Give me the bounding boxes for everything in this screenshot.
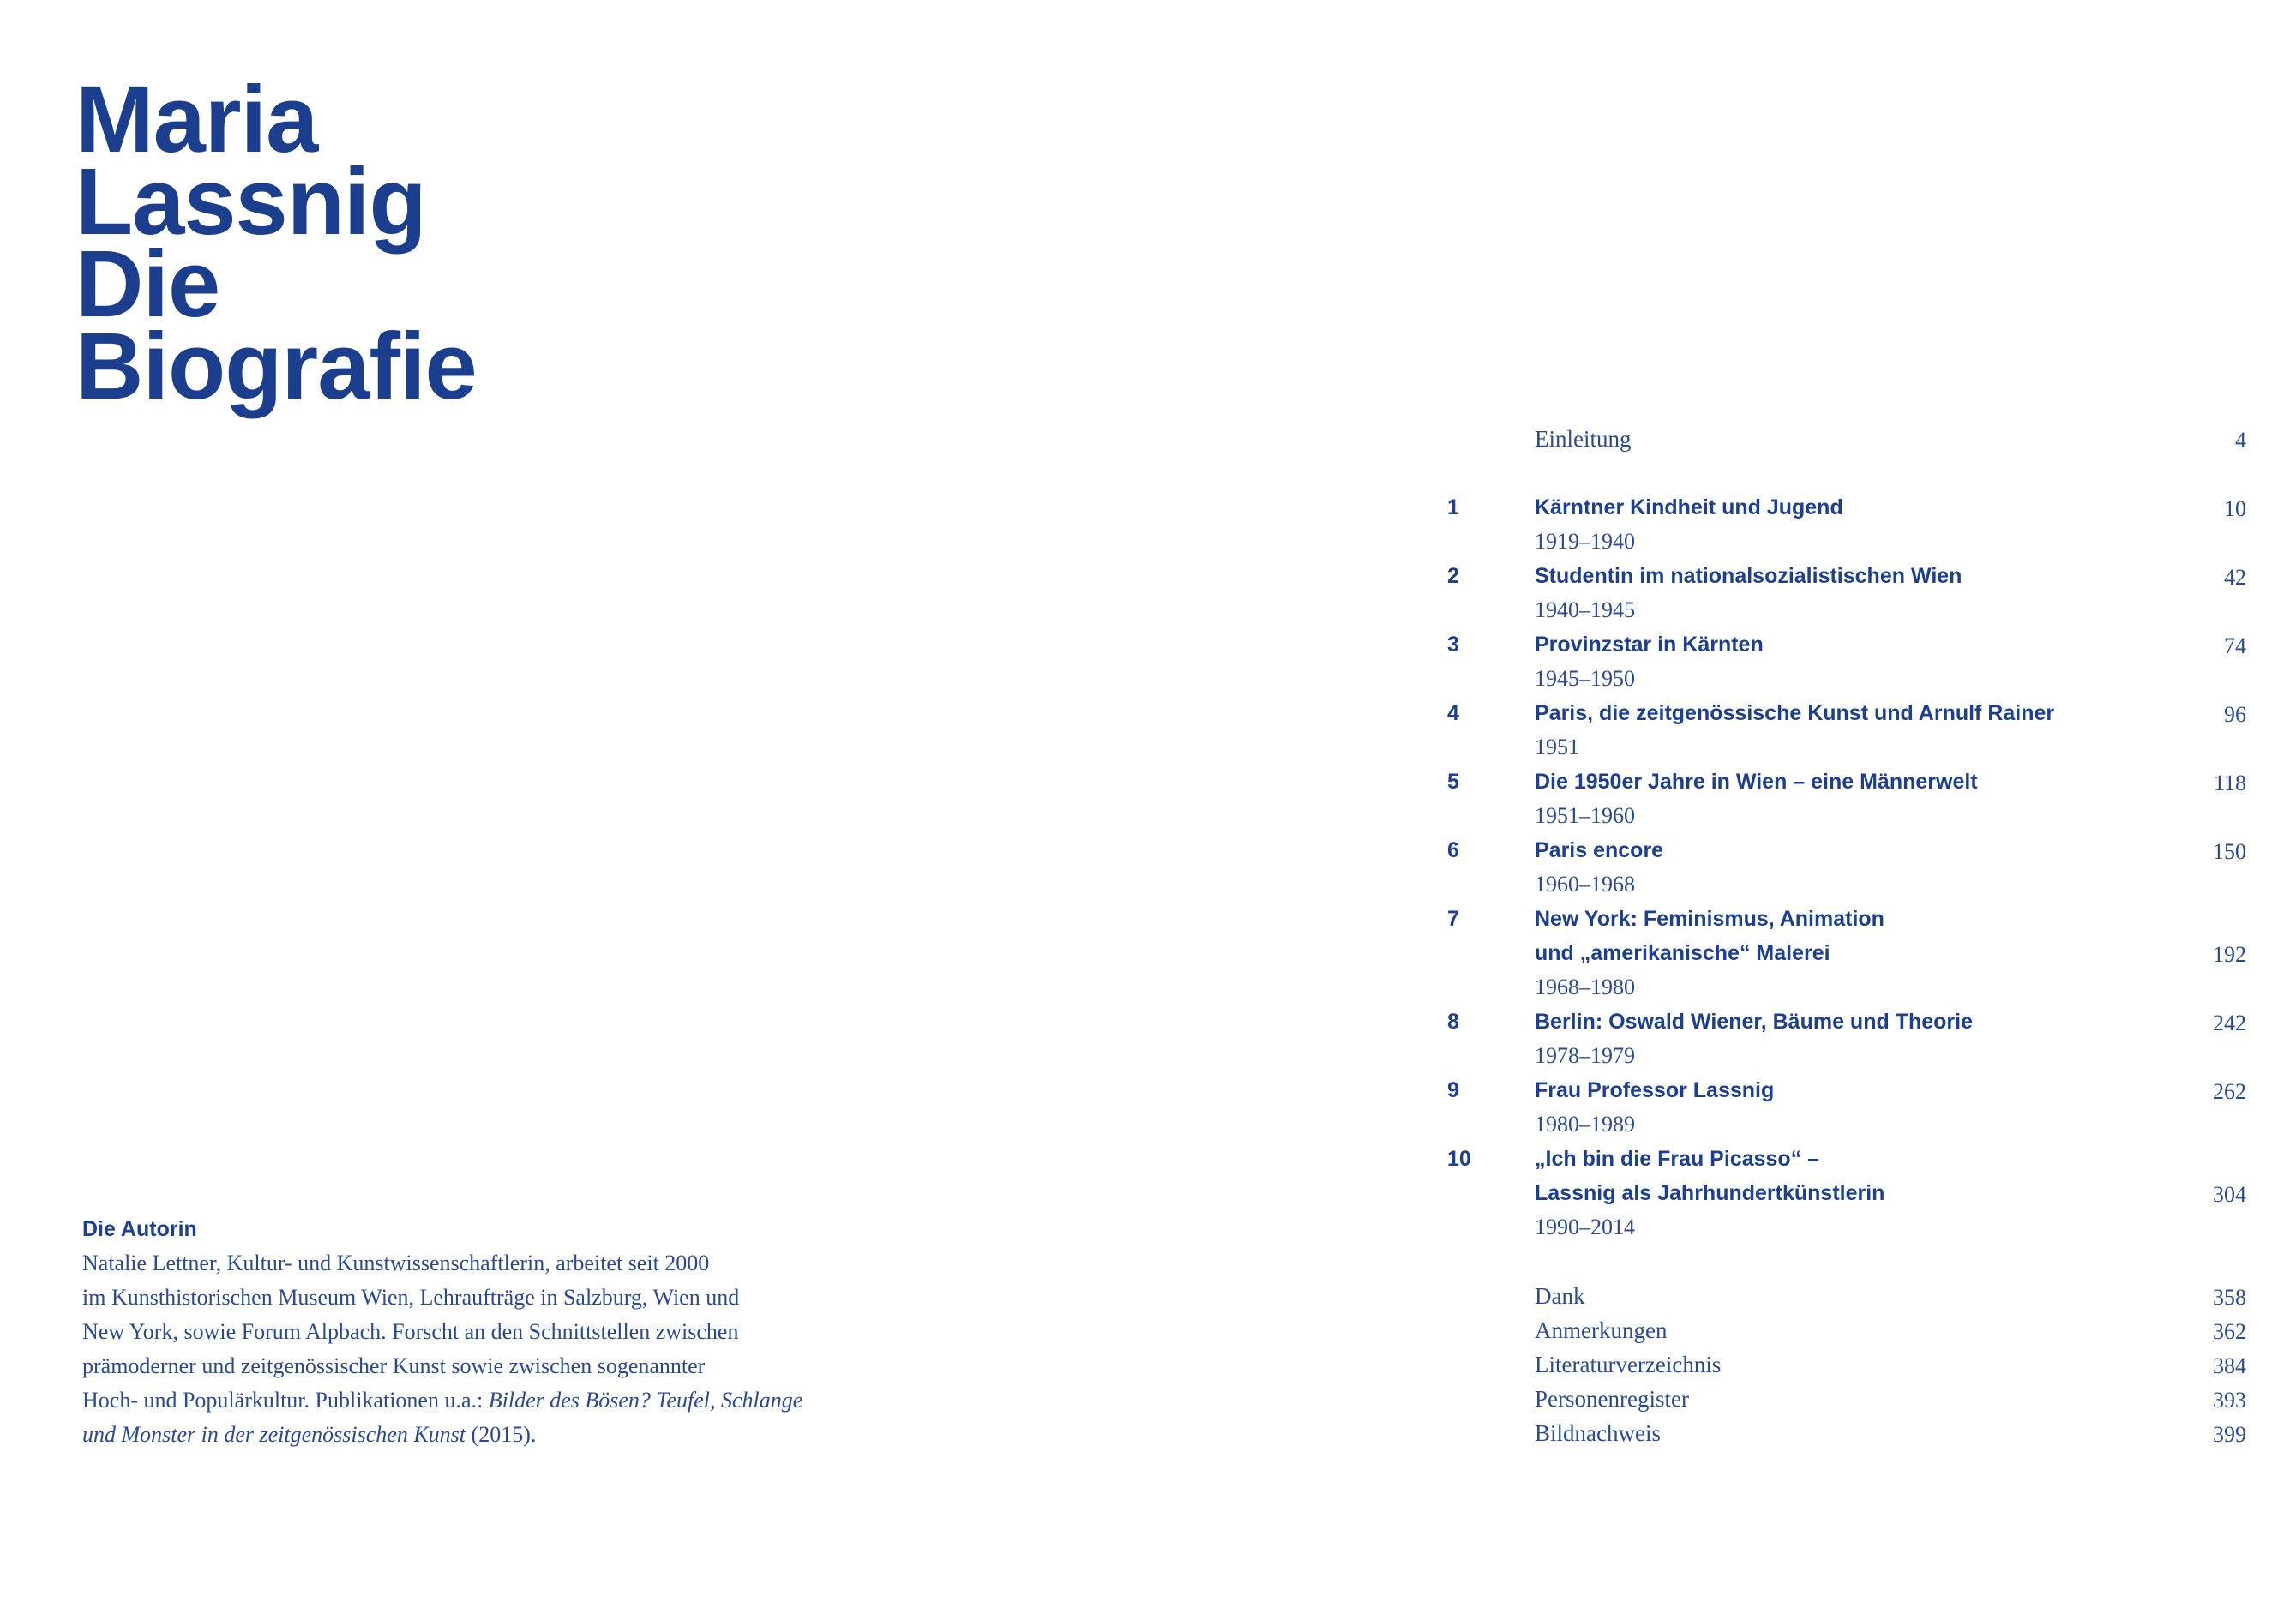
author-heading: Die Autorin <box>82 1217 197 1241</box>
toc-entry-personenregister[interactable] <box>1423 1382 2246 1416</box>
chapter-title: New York: Feminismus, Animation <box>1535 907 1884 931</box>
chapter-years: 1919–1940 <box>1535 529 1635 554</box>
chapter-number: 4 <box>1447 701 1459 725</box>
author-bio-line: prämoderner und zeitgenössischer Kunst sowie zwischen sogenannter <box>82 1353 706 1378</box>
toc-chapter-9[interactable] <box>1423 1073 2246 1107</box>
chapter-title: Studentin im nationalsozialistischen Wien <box>1535 564 1962 588</box>
toc-chapter-10[interactable] <box>1423 1142 2246 1176</box>
chapter-number: 2 <box>1447 564 1459 588</box>
chapter-title: Paris encore <box>1535 838 1664 862</box>
author-bio-text: Hoch- und Populärkultur. Publikationen u.a.: <box>82 1388 489 1413</box>
toc-page-number: 262 <box>2213 1079 2246 1104</box>
toc-chapter-7-continued[interactable] <box>1423 936 2246 970</box>
chapter-title: Kärntner Kindheit und Jugend <box>1535 495 1843 519</box>
chapter-years-row <box>1423 799 2246 833</box>
toc-entry-title: Personenregister <box>1535 1386 1689 1412</box>
chapter-years: 1951–1960 <box>1535 803 1635 828</box>
toc-chapter-7[interactable] <box>1423 902 2246 936</box>
toc-entry-anmerkungen[interactable] <box>1423 1313 2246 1347</box>
chapter-years-row <box>1423 593 2246 627</box>
toc-chapter-6[interactable] <box>1423 833 2246 867</box>
author-bio <box>82 1246 888 1452</box>
toc-page-number: 150 <box>2213 839 2246 864</box>
toc-page-number: 242 <box>2213 1011 2246 1035</box>
chapter-title: Frau Professor Lassnig <box>1535 1078 1775 1102</box>
toc-page-number: 4 <box>2235 428 2246 453</box>
toc-page-number: 358 <box>2213 1285 2246 1310</box>
chapter-years-row <box>1423 867 2246 902</box>
toc-page-number: 192 <box>2213 942 2246 967</box>
toc-chapter-1[interactable] <box>1423 490 2246 525</box>
chapter-number: 8 <box>1447 1010 1459 1034</box>
chapter-years-row <box>1423 1039 2246 1073</box>
chapter-title: „Ich bin die Frau Picasso“ – <box>1535 1147 1820 1171</box>
chapter-years: 1951 <box>1535 735 1579 759</box>
chapter-years: 1980–1989 <box>1535 1112 1635 1137</box>
chapter-years-row <box>1423 1210 2246 1245</box>
chapter-number: 9 <box>1447 1078 1459 1102</box>
toc-page-number: 42 <box>2224 565 2246 590</box>
chapter-years-row <box>1423 662 2246 696</box>
toc-page-number: 10 <box>2224 496 2246 521</box>
author-bio-line <box>82 1383 888 1418</box>
publication-title: und Monster in der zeitgenössischen Kunst <box>82 1422 466 1447</box>
chapter-title: Berlin: Oswald Wiener, Bäume und Theorie <box>1535 1010 1973 1034</box>
toc-chapter-4[interactable] <box>1423 696 2246 730</box>
chapter-years: 1990–2014 <box>1535 1215 1635 1239</box>
chapter-years-row <box>1423 1107 2246 1142</box>
toc-entry-intro[interactable] <box>1423 422 2246 456</box>
chapter-years-row <box>1423 525 2246 559</box>
chapter-title: Die 1950er Jahre in Wien – eine Männerwelt <box>1535 770 1978 794</box>
publication-title: Bilder des Bösen? Teufel, Schlange <box>488 1388 803 1413</box>
toc-chapter-2[interactable] <box>1423 559 2246 593</box>
toc-chapter-3[interactable] <box>1423 627 2246 662</box>
chapter-years: 1960–1968 <box>1535 872 1635 897</box>
toc-page-number: 74 <box>2224 633 2246 658</box>
chapter-number: 7 <box>1447 907 1459 931</box>
author-bio-line: New York, sowie Forum Alpbach. Forscht an den Schnittstellen zwischen <box>82 1319 739 1344</box>
toc-entry-title: Bildnachweis <box>1535 1420 1661 1446</box>
toc-page-number: 384 <box>2213 1353 2246 1378</box>
toc-page-number: 399 <box>2213 1422 2246 1447</box>
chapter-years: 1968–1980 <box>1535 975 1635 999</box>
chapter-years-row <box>1423 970 2246 1005</box>
chapter-years-row <box>1423 730 2246 765</box>
chapter-title-line-2: und „amerikanische“ Malerei <box>1535 941 1830 965</box>
book-title-line-2: Lassnig <box>75 149 426 255</box>
chapter-number: 3 <box>1447 633 1459 657</box>
toc-entry-title: Anmerkungen <box>1535 1317 1668 1343</box>
chapter-years: 1978–1979 <box>1535 1043 1635 1068</box>
chapter-title-line-2: Lassnig als Jahrhundertkünstlerin <box>1535 1181 1885 1205</box>
toc-page-number: 118 <box>2213 771 2246 795</box>
toc-page-number: 362 <box>2213 1319 2246 1344</box>
chapter-number: 5 <box>1447 770 1459 794</box>
author-bio-text: (2015). <box>466 1422 537 1447</box>
toc-entry-bildnachweis[interactable] <box>1423 1416 2246 1450</box>
chapter-years: 1940–1945 <box>1535 597 1635 622</box>
book-title-line-4: Biografie <box>75 314 477 419</box>
chapter-number: 10 <box>1447 1147 1471 1171</box>
chapter-title: Provinzstar in Kärnten <box>1535 633 1764 657</box>
chapter-years: 1945–1950 <box>1535 666 1635 691</box>
chapter-number: 6 <box>1447 838 1459 862</box>
author-bio-line: Natalie Lettner, Kultur- und Kunstwissenschaftlerin, arbeitet seit 2000 <box>82 1251 710 1275</box>
author-bio-line: im Kunsthistorischen Museum Wien, Lehraufträge in Salzburg, Wien und <box>82 1285 740 1310</box>
toc-page-number: 393 <box>2213 1388 2246 1413</box>
author-section <box>82 1212 888 1452</box>
toc-page-number: 304 <box>2213 1182 2246 1207</box>
toc-chapter-8[interactable] <box>1423 1005 2246 1039</box>
book-title-line-1: Maria <box>75 67 318 172</box>
book-title-line-3: Die <box>75 231 220 337</box>
toc-entry-title: Literaturverzeichnis <box>1535 1352 1722 1377</box>
toc-entry-title: Dank <box>1535 1283 1585 1309</box>
toc-page-number: 96 <box>2224 702 2246 727</box>
chapter-title: Paris, die zeitgenössische Kunst und Arnulf Rainer <box>1535 701 2055 725</box>
toc-entry-literaturverzeichnis[interactable] <box>1423 1347 2246 1382</box>
toc-entry-dank[interactable] <box>1423 1279 2246 1313</box>
toc-entry-title: Einleitung <box>1535 426 1632 452</box>
toc-chapter-10-continued[interactable] <box>1423 1176 2246 1210</box>
author-bio-line <box>82 1418 888 1452</box>
chapter-number: 1 <box>1447 495 1459 519</box>
book-title <box>75 67 477 419</box>
toc-chapter-5[interactable] <box>1423 765 2246 799</box>
